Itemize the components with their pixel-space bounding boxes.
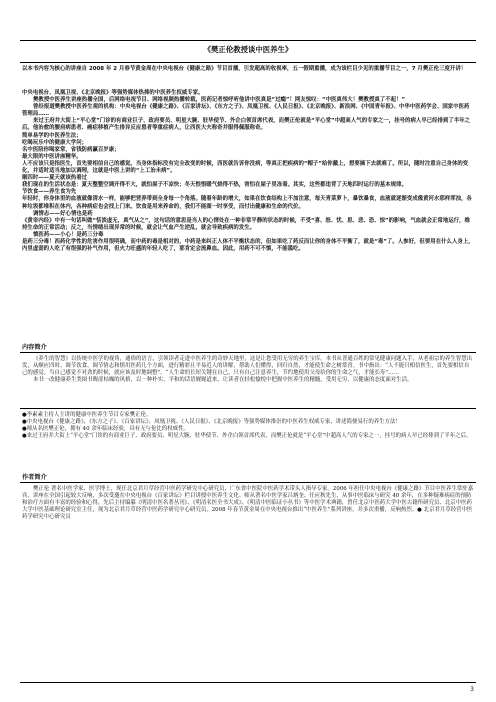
bullets-rule: [20, 408, 476, 409]
bullet-3: ●师从名医樊正伦，拥有 40 余年临床经验，具有无与伦比的权威性。: [22, 426, 189, 433]
title-rule: [20, 62, 476, 63]
preface-line-2: 樊教授中医养生讲座热播全国，后网络电视节目、网络视频热播转载，医药记者惊呼听他讲中医真是“过瘾”！网友惊叹：“中医真伟大！樊教授真了不起！”: [33, 97, 406, 104]
preface-line-9: 人不应该只是指医生，首先要相信自己的感觉。当身体指标没有完全改变的时候，西医就告诉你没病，等真正把疾病的“帽子”给你戴上，想要摘下去就难了。所以，随时注意自己身体的变化，并适时适当地加以调理，这就是中医上讲的“上工治未病”。: [22, 160, 469, 175]
author-block: [22, 486, 474, 521]
intro-paragraph: 以本书内容为核心的讲座自 2008 年 2 月春节黄金周在中央电视台《健康之路》节目首播，引发超高的收视率，五一假期重播，成为该栏目少见的重播节目之一，7 月樊正伦三度开讲！: [22, 66, 467, 72]
bullets-block: [22, 412, 474, 440]
summary-paragraph-2: 本书一改健康养生类图书晦涩枯燥的风格，以一种朴实、平和的话语娓娓道来，让读者在轻松愉悦中把握中医养生的精髓，受用无穷，以健康的态度面对生活。: [33, 377, 413, 384]
summary-heading: 内容简介: [22, 344, 47, 351]
preface-line-14: 调情志——好心情也是药: [33, 210, 93, 217]
top-rule: [20, 40, 476, 41]
preface-line-7: 名中医陪你喝家常，省钱防病赢百岁康；: [22, 146, 120, 153]
preface-line-5: 简单易学的中医养生法；: [22, 132, 82, 139]
intro-block: [22, 66, 474, 73]
page-number: 3: [470, 686, 474, 693]
preface-line-15: 《黄帝内经》中有一句话叫做“恬淡虚无，真气从之”，这句话的意思是当人的心情处在一种非常平静的状态的时候，不受“喜、怒、忧、思、悲、恐、惊”的影响，气血就会正常地运行，维持生命的正常活动；反之，当情绪出现异常的时候，就会让气血产生逆乱，就会导致疾病的发生。: [22, 217, 470, 231]
bullet-4: ●来过王府井大街上“平心堂”门诊的有商业巨子、政府要员、明星大腕、驻华使节、外企白领首席代表，而樊正伦就是“平心堂”中超高人气的专家之一，挂号的病人早已经排到了半年之后。: [22, 433, 472, 440]
preface-line-12: 节饮食——养生食为先: [22, 189, 77, 196]
preface-line-3: 曾经报道樊教授中医养生观的机构：中央电视台《健康之路》、《百家讲坛》、《东方之子》、凤凰卫视、《人民日报》、《北京晚报》、新浪网、《中国青年报》、中华中医药学会、国家中医药管理局……: [22, 104, 470, 118]
preface-line-16: 慎医药——小心！是药三分毒: [33, 231, 104, 238]
preface-line-17: 是药三分毒！西药化学性的危害作用很明确，而中药的毒是相对的，中药是来纠正人体不平衡状态的，但如果吃了药反而让你的身体不平衡了，就是“毒”了。人参好，但要用在什么人身上，内里虚弱的人吃了有很强的补气作用，但火力旺盛的年轻人吃了，那肯定会流鼻血。因此，用药不可不慎，不能滥吃。: [22, 238, 474, 253]
author-rule: [20, 482, 476, 483]
preface-line-13: 年轻时，你身体里的血液就像清水一样，能够把营养带到全身每一个角落。随着年龄的增大，如果在饮食结构上不加注意，每天青菜萝卜，暴饮暴食，血液就逐渐变成像黄河水那样浑浊，各种垃圾都堆积在体内，各种病症也会找上门来。饮食是用来养命的，我们不能图一时享受，而付出健康和生命的代价。: [22, 196, 472, 210]
bullet-2: ●中央电视台《健康之路》、《东方之子》、《百家讲坛》、凤凰卫视、《人民日报》、《北京晚报》等强势媒体推崇的中医养生权威专家，讲述简便易行的养生方法！: [22, 419, 401, 426]
bullet-1: ●李素素主持人主讲的健康中医养生节目专家樊正伦。: [22, 412, 152, 418]
author-paragraph: 樊正伦 著名中医学家、医学博士，现任北京君月草经营中医药学研究中心研究员，广东省中医院中医药学术带头人指导专家。2006 年担任中央电视台《健康之路》节目中医养生常驻嘉宾，讲座在全国引起较大反响，多次受邀在中央电视台《百家讲坛》栏目讲授中医养生文化。师从著名中医学家吕炳奎、任应秋先生，从事中医临床与研究 40 余年，在多种疑难病症的预防和治疗方面有丰富的经验和心得，先后主持编纂《明清中医名著丛刊》、《明清名医全书大成》、《明清中医临证小丛书》等中医学术典籍，曾任北京中医药大学中医古籍所研究员、北京中医药大学中医基础理论研究室主任，现为北京君月草经营中医药学研究中心研究员，2008 年春节黄金周在中央电视台推出“中医养生”系列讲座，并多次重播，反响热烈。● 北京君月草经营中医药学研究中心研究员: [22, 486, 474, 521]
preface-line-6: 吃喝玩乐中的健康大学问；: [22, 139, 88, 146]
preface-line-10: 顺四时——夏天就该热着过: [22, 175, 88, 182]
preface-line-8: 最大限的中医讲座精华。: [22, 153, 82, 160]
preface-line-4: 来过王府井大街上“平心堂”门诊的有商业巨子、政府要员、明星大腕、驻华使节、外企白领首席代表，而樊正伦就是“平心堂”中超高人气的专家之一，挂号的病人早已经排到了半年之后。他治愈的腰肩病患者、癌症移植产生排异反应患者等重症病人，让西医大夫称奇并服得佩服称奇。: [22, 118, 471, 132]
author-heading: 作者简介: [22, 474, 47, 481]
document-title: 《樊正伦教授谈中医养生》: [203, 45, 293, 54]
summary-block: [22, 356, 474, 384]
preface-block: [22, 90, 474, 253]
preface-line-11: 我们现在的生活状态是：夏天整整空调开得不大，就怕屋子不凉快；冬天恨恨暖气烧得不热，害怕在屋子里冻着。其实，这些都违背了天地四时运行的基本规律。: [22, 182, 407, 189]
bottom-rule: [20, 682, 476, 683]
summary-rule: [20, 352, 476, 353]
preface-line-1: 中央电视台、凤凰卫视、《北京晚报》等强势媒体热捧的中医养生权威专家。: [22, 90, 204, 96]
summary-paragraph-1: 《养生的智慧》以传统中医学的视角，通俗的语言，引领读者走进中医养生的奇妙天地里，这是让您受用无穷的养生宝库。本书从普通百姓的常见健康问题入手，从老祖宗的养生智慧出发，从顺应四时、调节饮食、调节情志和慎用医药几个方面，进行精彩且平易近人的讲解，帮助人们懂得，回归自然，才能使生命之树常青。书中指出：“人不能只相信医生，首先要相信自己的感觉。当自己感觉不对劲的时候，就应该及时地调整”，“人生命的长短关键在自己，只有自己注意养生，节约地使用父母给你的生命之气，才能长寿”……: [22, 356, 473, 377]
